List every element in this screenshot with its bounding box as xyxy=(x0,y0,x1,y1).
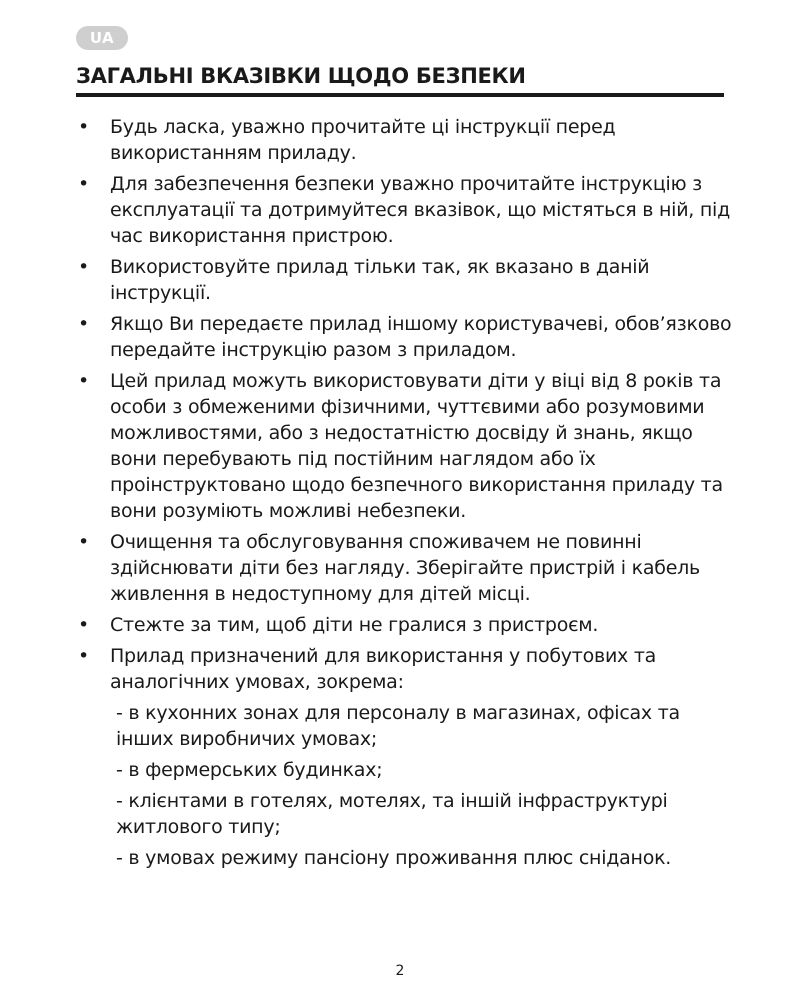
bullet-icon: • xyxy=(78,614,89,636)
page-title: ЗАГАЛЬНІ ВКАЗІВКИ ЩОДО БЕЗПЕКИ xyxy=(76,61,724,97)
sub-list-item: - в фермерських будинках; xyxy=(116,759,383,781)
list-item-text: Якщо Ви передаєте прилад іншому користувачеві, обов’язково передайте інструкцію разом з приладом. xyxy=(110,313,732,361)
list-item xyxy=(76,612,732,638)
list-item-text: Прилад призначений для використання у побутових та аналогічних умовах, зокрема: xyxy=(110,645,657,693)
list-item-text: Цей прилад можуть використовувати діти у віці від 8 років та особи з обмеженими фізичними, чуттєвими або розумовими можливостями, або з недостатністю досвіду й знань, якщо вони перебувають під постійним наглядом або їх проінструктовано щодо безпечного використання приладу та вони розуміють можливі небезпеки. xyxy=(110,370,723,522)
bullet-icon: • xyxy=(78,173,89,195)
list-item-text: Використовуйте прилад тільки так, як вказано в даній інструкції. xyxy=(110,256,650,304)
sub-list-item: - в умовах режиму пансіону проживання плюс сніданок. xyxy=(116,847,672,869)
list-item-text: Для забезпечення безпеки уважно прочитайте інструкцію з експлуатації та дотримуйтеся вказівок, що містяться в ній, під час використання пристрою. xyxy=(110,173,730,247)
bullet-icon: • xyxy=(78,645,89,667)
page-number: 2 xyxy=(395,963,405,979)
list-item xyxy=(76,171,732,249)
sub-list-item: - клієнтами в готелях, мотелях, та іншій інфраструктурі житлового типу; xyxy=(116,790,668,838)
list-item xyxy=(76,643,732,871)
list-item xyxy=(76,114,732,166)
language-badge: UA xyxy=(76,26,128,50)
usage-conditions-sublist xyxy=(110,700,732,871)
list-item xyxy=(76,529,732,607)
list-item xyxy=(76,254,732,306)
bullet-icon: • xyxy=(78,531,89,553)
bullet-icon: • xyxy=(78,370,89,392)
list-item-text: Очищення та обслуговування споживачем не повинні здійснювати діти без нагляду. Зберігайте пристрій і кабель живлення в недоступному для дітей місці. xyxy=(110,531,700,605)
list-item xyxy=(76,311,732,363)
bullet-icon: • xyxy=(78,256,89,278)
list-item xyxy=(76,368,732,524)
list-item-text: Стежте за тим, щоб діти не гралися з пристроєм. xyxy=(110,614,599,636)
bullet-icon: • xyxy=(78,313,89,335)
safety-instructions-list xyxy=(76,114,732,876)
bullet-icon: • xyxy=(78,116,89,138)
sub-list-item: - в кухонних зонах для персоналу в магазинах, офісах та інших виробничих умовах; xyxy=(116,702,680,750)
list-item-text: Будь ласка, уважно прочитайте ці інструкції перед використанням приладу. xyxy=(110,116,616,164)
